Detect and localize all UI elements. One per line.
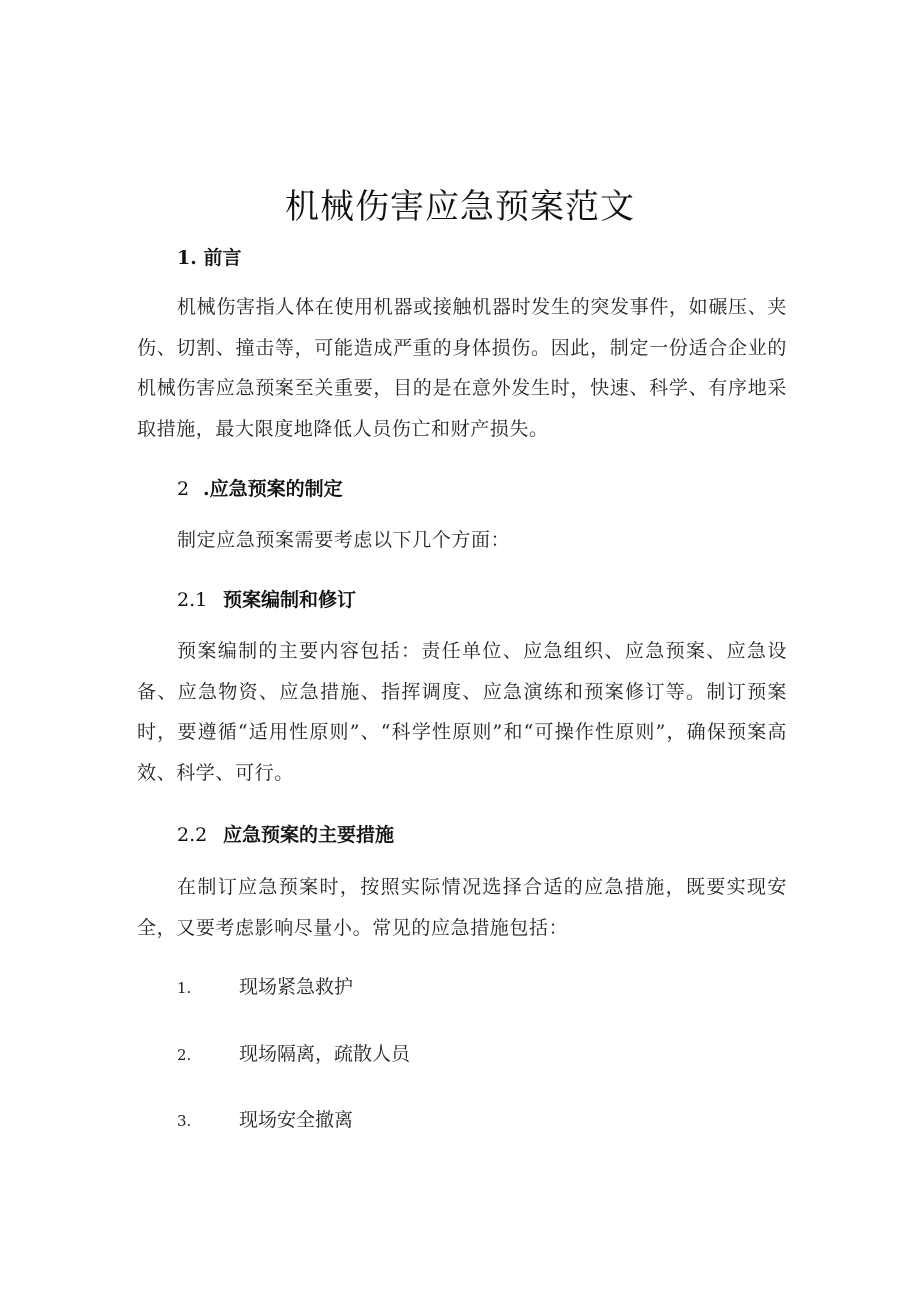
measure-number: 3. [177,1112,192,1130]
section-2-1-number: 2.1 [177,589,208,611]
section-2-2-heading [177,820,394,850]
section-2-paragraph: 制定应急预案需要考虑以下几个方面： [177,529,511,551]
measure-text: 现场紧急救护 [239,976,354,998]
measure-item [177,1039,410,1070]
section-2-1-heading [177,585,356,615]
section-2-number: 2 [177,478,190,500]
measure-number: 2. [177,1046,192,1064]
measure-item [177,1105,353,1136]
section-2-2-title: 应急预案的主要措施 [223,824,395,846]
section-2-2-paragraph: 在制订应急预案时，按照实际情况选择合适的应急措施，既要实现安全，又要考虑影响尽量小。常见的应急措施包括： [137,876,787,939]
section-2-title: .应急预案的制定 [203,478,343,500]
document-title: 机械伤害应急预案范文 [285,187,635,227]
measure-text: 现场安全撤离 [239,1109,354,1131]
section-2-1-paragraph: 预案编制的主要内容包括：责任单位、应急组织、应急预案、应急设备、应急物资、应急措施、指挥调度、应急演练和预案修订等。制订预案时，要遵循“适用性原则”、“科学性原则”和“可操作性原则”，确保预案高效、科学、可行。 [137,640,787,784]
section-2-1-title: 预案编制和修订 [223,589,357,611]
section-1-heading: 1. 前言 [177,247,242,269]
measure-item [177,972,353,1003]
section-1-paragraph: 机械伤害指人体在使用机器或接触机器时发生的突发事件，如碾压、夹伤、切割、撞击等，可能造成严重的身体损伤。因此，制定一份适合企业的机械伤害应急预案至关重要，目的是在意外发生时，快速、科学、有序地采取措施，最大限度地降低人员伤亡和财产损失。 [137,296,787,440]
measure-number: 1. [177,979,192,997]
section-2-heading [177,474,343,504]
section-2-2-number: 2.2 [177,824,208,846]
measure-text: 现场隔离，疏散人员 [239,1043,411,1065]
